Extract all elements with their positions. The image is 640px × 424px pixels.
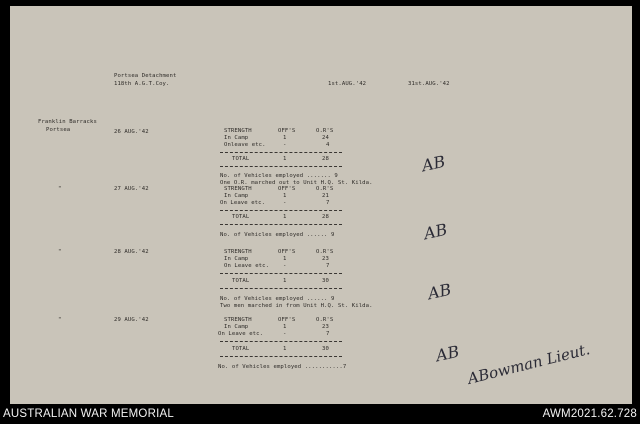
total-officers: 1 <box>283 346 287 352</box>
handwritten-initials: AB <box>426 279 453 304</box>
unit-line-2: 118th A.G.T.Coy. <box>114 81 170 87</box>
on-leave-label: On Leave etc. <box>224 263 270 269</box>
total-label: TOTAL <box>232 214 250 220</box>
officers-header: OFF'S <box>278 317 296 323</box>
in-camp-other-ranks: 21 <box>322 193 329 199</box>
in-camp-label: In Camp <box>224 135 249 141</box>
on-leave-officers: - <box>283 142 287 148</box>
total-officers: 1 <box>283 214 287 220</box>
other-ranks-header: O.R'S <box>316 128 334 134</box>
in-camp-label: In Camp <box>224 193 249 199</box>
strength-label: STRENGTH <box>224 249 252 255</box>
in-camp-officers: 1 <box>283 193 287 199</box>
strength-label: STRENGTH <box>224 128 252 134</box>
total-label: TOTAL <box>232 278 250 284</box>
divider <box>220 273 342 274</box>
total-other-ranks: 30 <box>322 346 329 352</box>
handwritten-signature: ABowman Lieut. <box>465 340 592 388</box>
period-start: 1st.AUG.'42 <box>328 81 367 87</box>
in-camp-label: In Camp <box>224 324 249 330</box>
officers-header: OFF'S <box>278 186 296 192</box>
entry-date: 26 AUG.'42 <box>114 129 149 135</box>
location-line-1: Franklin Barracks <box>38 119 97 125</box>
location-line-2: Portsea <box>46 127 71 133</box>
entry-date: 29 AUG.'42 <box>114 317 149 323</box>
other-ranks-header: O.R'S <box>316 186 334 192</box>
footer-institution: AUSTRALIAN WAR MEMORIAL <box>3 408 174 420</box>
total-officers: 1 <box>283 278 287 284</box>
ditto-mark: " <box>58 317 62 323</box>
divider <box>220 224 342 225</box>
divider <box>220 166 342 167</box>
on-leave-label: On Leave etc. <box>218 331 264 337</box>
vehicles-employed: No. of Vehicles employed ....... 9 <box>220 173 338 179</box>
in-camp-officers: 1 <box>283 256 287 262</box>
on-leave-officers: - <box>283 331 287 337</box>
ditto-mark: " <box>58 249 62 255</box>
strength-label: STRENGTH <box>224 186 252 192</box>
vehicles-employed: No. of Vehicles employed ...... 9 <box>220 296 335 302</box>
on-leave-other-ranks: 7 <box>326 331 330 337</box>
on-leave-other-ranks: 7 <box>326 263 330 269</box>
other-ranks-header: O.R'S <box>316 249 334 255</box>
total-other-ranks: 28 <box>322 214 329 220</box>
movement-note: One O.R. marched out to Unit H.Q. St. Kilda. <box>220 180 373 186</box>
in-camp-label: In Camp <box>224 256 249 262</box>
in-camp-officers: 1 <box>283 135 287 141</box>
on-leave-officers: - <box>283 263 287 269</box>
divider <box>220 152 342 153</box>
on-leave-other-ranks: 4 <box>326 142 330 148</box>
handwritten-initials: AB <box>420 151 447 176</box>
period-end: 31st.AUG.'42 <box>408 81 450 87</box>
in-camp-other-ranks: 23 <box>322 324 329 330</box>
divider <box>220 356 342 357</box>
vehicles-employed: No. of Vehicles employed ...........7 <box>218 364 347 370</box>
footer-accession-number: AWM2021.62.728 <box>542 408 637 420</box>
on-leave-label: On Leave etc. <box>220 200 266 206</box>
movement-note: Two men marched in from Unit H.Q. St. Kilda. <box>220 303 373 309</box>
in-camp-other-ranks: 24 <box>322 135 329 141</box>
entry-date: 27 AUG.'42 <box>114 186 149 192</box>
document-page <box>10 6 632 404</box>
in-camp-other-ranks: 23 <box>322 256 329 262</box>
officers-header: OFF'S <box>278 249 296 255</box>
total-other-ranks: 28 <box>322 156 329 162</box>
total-label: TOTAL <box>232 156 250 162</box>
entry-date: 28 AUG.'42 <box>114 249 149 255</box>
divider <box>220 288 342 289</box>
in-camp-officers: 1 <box>283 324 287 330</box>
other-ranks-header: O.R'S <box>316 317 334 323</box>
divider <box>220 210 342 211</box>
divider <box>220 341 342 342</box>
unit-line-1: Portsea Detachment <box>114 73 177 79</box>
ditto-mark: " <box>58 186 62 192</box>
total-label: TOTAL <box>232 346 250 352</box>
handwritten-initials: AB <box>422 219 449 244</box>
total-officers: 1 <box>283 156 287 162</box>
handwritten-initials: AB <box>434 341 461 366</box>
strength-label: STRENGTH <box>224 317 252 323</box>
officers-header: OFF'S <box>278 128 296 134</box>
on-leave-label: Onleave etc. <box>224 142 266 148</box>
on-leave-officers: - <box>283 200 287 206</box>
on-leave-other-ranks: 7 <box>326 200 330 206</box>
total-other-ranks: 30 <box>322 278 329 284</box>
vehicles-employed: No. of Vehicles employed ...... 9 <box>220 232 335 238</box>
